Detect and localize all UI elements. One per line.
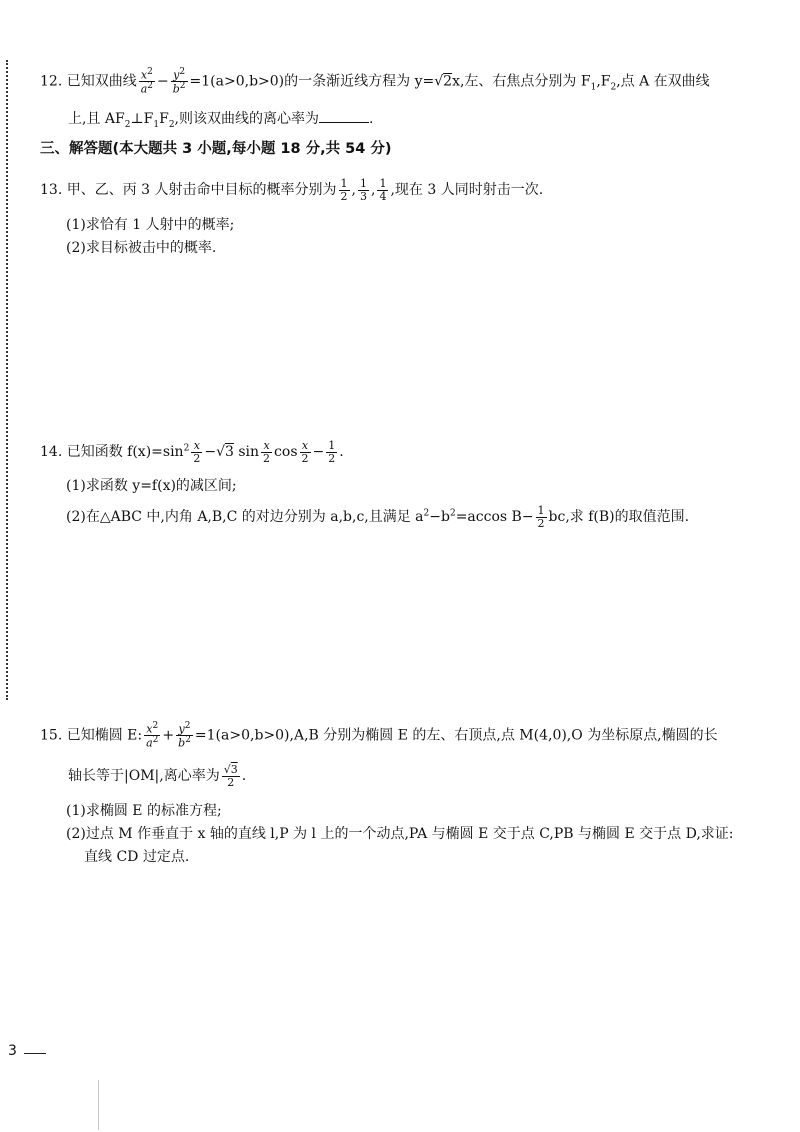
q14-number: 14. bbox=[40, 444, 63, 461]
section-heading: 三、解答题(本大题共 3 小题,每小题 18 分,共 54 分) bbox=[40, 141, 392, 157]
q14-line1: 14. 已知函数 $f(x)=\sin^2$ $\frac{x}{2}$ −√3 sin $\frac{x}{2}$ cos $\frac{x}{2}$ − $\frac{1}{2}$ . bbox=[40, 439, 344, 465]
q12-number: 12. bbox=[40, 73, 63, 90]
q14-part2: (2)在△ABC 中,内角 A,B,C 的对边分别为 a,b,c,且满足 $a^2-b^2=accos$ B− $\frac{1}{2}$ bc,求 f(B)的取值范围. bbox=[66, 504, 690, 530]
q13-part1: (1)求恰有 1 人射中的概率; bbox=[66, 217, 235, 233]
q13-part2: (2)求目标被击中的概率. bbox=[66, 240, 217, 256]
q15-number: 15. bbox=[40, 727, 63, 744]
q12-line2: 上,且 $AF_2\perp F_1F_2$,则该双曲线的离心率为 . bbox=[68, 111, 374, 130]
q13-line1: 13. 甲、乙、丙 3 人射击命中目标的概率分别为 $\frac{1}{2}$ , $\frac{1}{3}$ , $\frac{1}{4}$ ,现在 3 人同时射击一次. bbox=[40, 177, 544, 203]
sqrt-symbol: √ bbox=[434, 73, 444, 90]
q12-y-over-b: $\frac{y^2}{b^2}$ bbox=[172, 67, 186, 96]
q15-part2-line1: (2)过点 M 作垂直于 x 轴的直线 l,P 为 l 上的一个动点,PA 与椭圆 E 交于点 C,PB 与椭圆 E 交于点 D,求证: bbox=[66, 826, 734, 842]
answer-blank[interactable] bbox=[319, 110, 369, 123]
q15-part1: (1)求椭圆 E 的标准方程; bbox=[66, 803, 222, 819]
page-number: 3 bbox=[8, 1043, 17, 1059]
q15-part2-line2: 直线 CD 过定点. bbox=[84, 849, 190, 865]
footer-vertical-line bbox=[98, 1080, 99, 1130]
q14-part1: (1)求函数 y=f(x)的减区间; bbox=[66, 478, 237, 494]
q15-line1: 15. 已知椭圆 E: $\frac{x^2}{a^2}$ + $\frac{y^2}{b^2}$ =1(a>0,b>0),A,B 分别为椭圆 E 的左、右顶点,点 M(4,0),O 为坐标原点,椭圆的长 bbox=[40, 721, 718, 750]
q12-line1: 12. 已知双曲线 $\frac{x^2}{a^2}$ − $\frac{y^2}{b^2}$ =1(a>0,b>0)的一条渐近线方程为 y=√2x,左、右焦点分别为 $F_1,F_2$,点 A 在双曲线 bbox=[40, 67, 710, 96]
binding-dotted-line bbox=[6, 60, 8, 700]
q12-x-over-a: $\frac{x^2}{a^2}$ bbox=[140, 67, 154, 96]
footer-dash bbox=[24, 1053, 46, 1054]
q15-line2: 轴长等于|OM|,离心率为 $\frac{√3}{2}$ . bbox=[68, 763, 247, 789]
q13-number: 13. bbox=[40, 182, 63, 199]
